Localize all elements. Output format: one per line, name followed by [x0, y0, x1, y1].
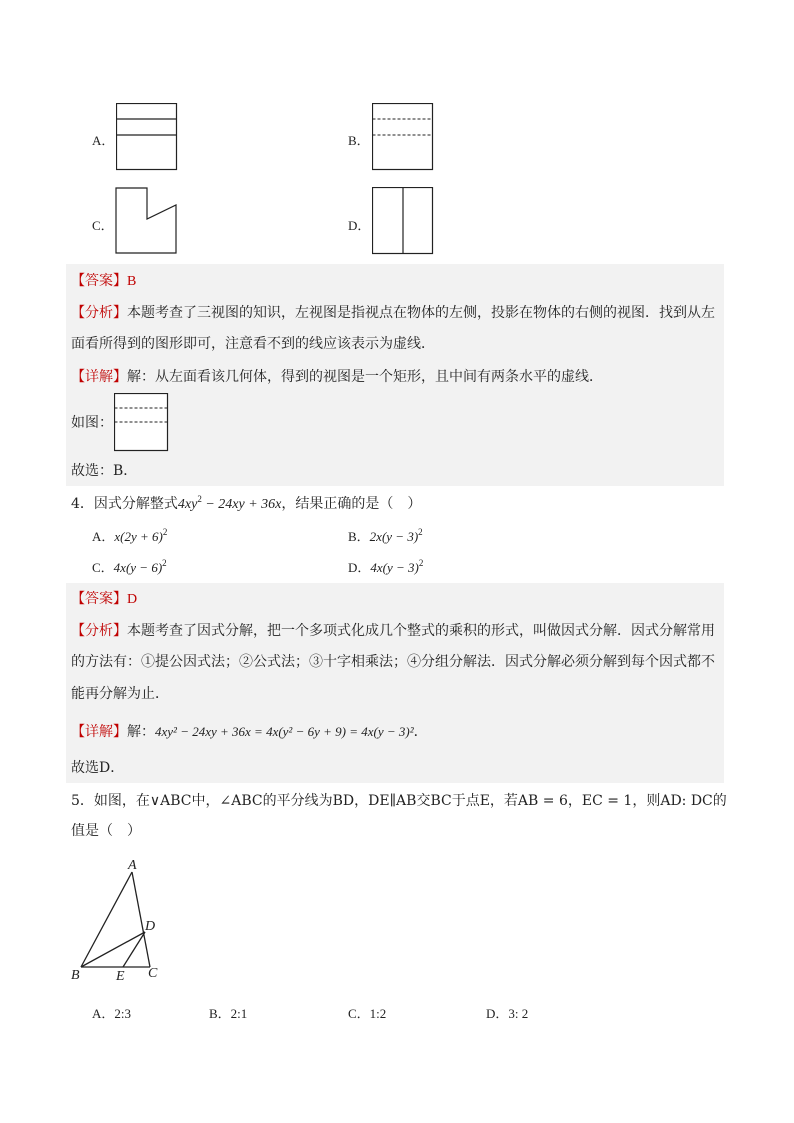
analysis-text: 本题考查了因式分解，把一个多项式化成几个整式的乘积的形式，叫做因式分解．因式分解常用: [127, 623, 715, 639]
detail-math: 4xy² − 24xy + 36x = 4x(y² − 6y + 9) = 4x(y − 3)²: [155, 724, 414, 739]
q4-stem: 4．因式分解整式$4xy^2 - 24xy + 36x$，结果正确的是（ ）: [71, 494, 422, 512]
q4-analysis-line-2: 的方法有：①提公因式法；②公式法；③十字相乘法；④分组分解法．因式分解必须分解到每个因式都不: [71, 654, 715, 670]
q4-analysis-line-1: [71, 621, 715, 641]
q4-stem-suffix: ，结果正确的是（ ）: [281, 496, 422, 512]
q4-conclusion: 故选D．: [71, 760, 125, 776]
option-exp: 2: [418, 558, 424, 568]
option-label: D．: [348, 218, 371, 233]
option-text: 2x(y − 3): [369, 529, 419, 544]
analysis-tag: 【分析】: [71, 305, 127, 321]
option-b-figure: [372, 103, 434, 171]
analysis-tag: 【分析】: [71, 623, 127, 639]
option-label: A．: [92, 1006, 115, 1021]
option-text: 2:3: [114, 1006, 132, 1021]
option-label: A．: [92, 133, 115, 148]
answer-tag: 【答案】: [71, 591, 127, 607]
q4-option-c: [92, 557, 167, 576]
q3-figure-label: 如图：: [71, 415, 113, 431]
q4-option-a: [92, 526, 167, 545]
detail-prefix: 解：: [127, 724, 155, 740]
q5-option-a: [92, 1003, 131, 1022]
option-label: D．: [486, 1006, 509, 1021]
point-e-label: E: [116, 969, 125, 984]
q3-analysis-line-1: [71, 303, 715, 323]
point-b-label: B: [71, 968, 80, 983]
q4-answer: [71, 589, 137, 610]
q3-analysis-line-2: 面看所得到的图形即可，注意看不到的线应该表示为虚线．: [71, 336, 435, 352]
option-label: B．: [348, 133, 370, 148]
option-text: x(2y + 6): [114, 529, 163, 544]
answer-value: D: [127, 592, 138, 607]
q4-detail: [71, 722, 428, 742]
option-exp: 2: [162, 558, 167, 568]
option-label: B．: [209, 1006, 231, 1021]
option-d-figure: [372, 187, 434, 255]
detail-tag: 【详解】: [71, 369, 127, 385]
q4-stem-prefix: 4．因式分解整式: [71, 496, 178, 512]
q4-expr-b: − 24xy + 36x: [201, 497, 282, 512]
q5-stem-line-1: 5．如图，在∨ABC中，∠ABC的平分线为BD，DE∥AB交BC于点E，若AB = 6，EC = 1，则AD: DC的: [71, 793, 727, 809]
option-label: C．: [348, 1006, 370, 1021]
q5-stem-line-2: 值是（ ）: [71, 823, 141, 839]
option-label: C．: [92, 218, 114, 233]
option-text: 3: 2: [508, 1006, 529, 1021]
q3-detail: [71, 367, 603, 387]
q3-detail-figure: [114, 393, 170, 453]
detail-tag: 【详解】: [71, 724, 127, 740]
detail-text: 解：从左面看该几何体，得到的视图是一个矩形，且中间有两条水平的虚线．: [127, 369, 603, 385]
option-c-figure: [115, 187, 179, 255]
option-exp: 2: [162, 527, 168, 537]
q5-triangle-diagram: [68, 852, 168, 986]
option-label: D．: [348, 560, 371, 575]
option-a-figure: [116, 103, 178, 171]
analysis-text: 本题考查了三视图的知识，左视图是指视点在物体的左侧，投影在物体的右侧的视图．找到从左: [127, 305, 715, 321]
q4-analysis-line-3: 能再分解为止．: [71, 686, 169, 702]
q3-answer: [71, 271, 136, 292]
q4-option-b: [348, 526, 423, 545]
segment-de: [123, 932, 145, 967]
option-text: 2:1: [230, 1006, 248, 1021]
q3-conclusion: 故选：B．: [71, 463, 138, 479]
answer-value: B: [127, 274, 137, 289]
q5-option-b: [209, 1003, 247, 1022]
option-label: A．: [92, 529, 115, 544]
option-text: 4x(y − 6): [113, 560, 163, 575]
option-text: 4x(y − 3): [370, 560, 419, 575]
option-text: 1:2: [369, 1006, 387, 1021]
point-d-label: D: [145, 919, 156, 934]
option-exp: 2: [418, 527, 423, 537]
option-label: B．: [348, 529, 370, 544]
q4-expr-a: 4xy: [177, 497, 198, 512]
answer-tag: 【答案】: [71, 273, 127, 289]
q5-option-d: [486, 1003, 528, 1022]
q4-solution-box: [66, 583, 724, 783]
q5-option-c: [348, 1003, 386, 1022]
q4-option-d: [348, 557, 423, 576]
option-label: C．: [92, 560, 114, 575]
point-a-label: A: [128, 858, 137, 873]
detail-end: ．: [413, 724, 428, 740]
point-c-label: C: [148, 966, 158, 981]
